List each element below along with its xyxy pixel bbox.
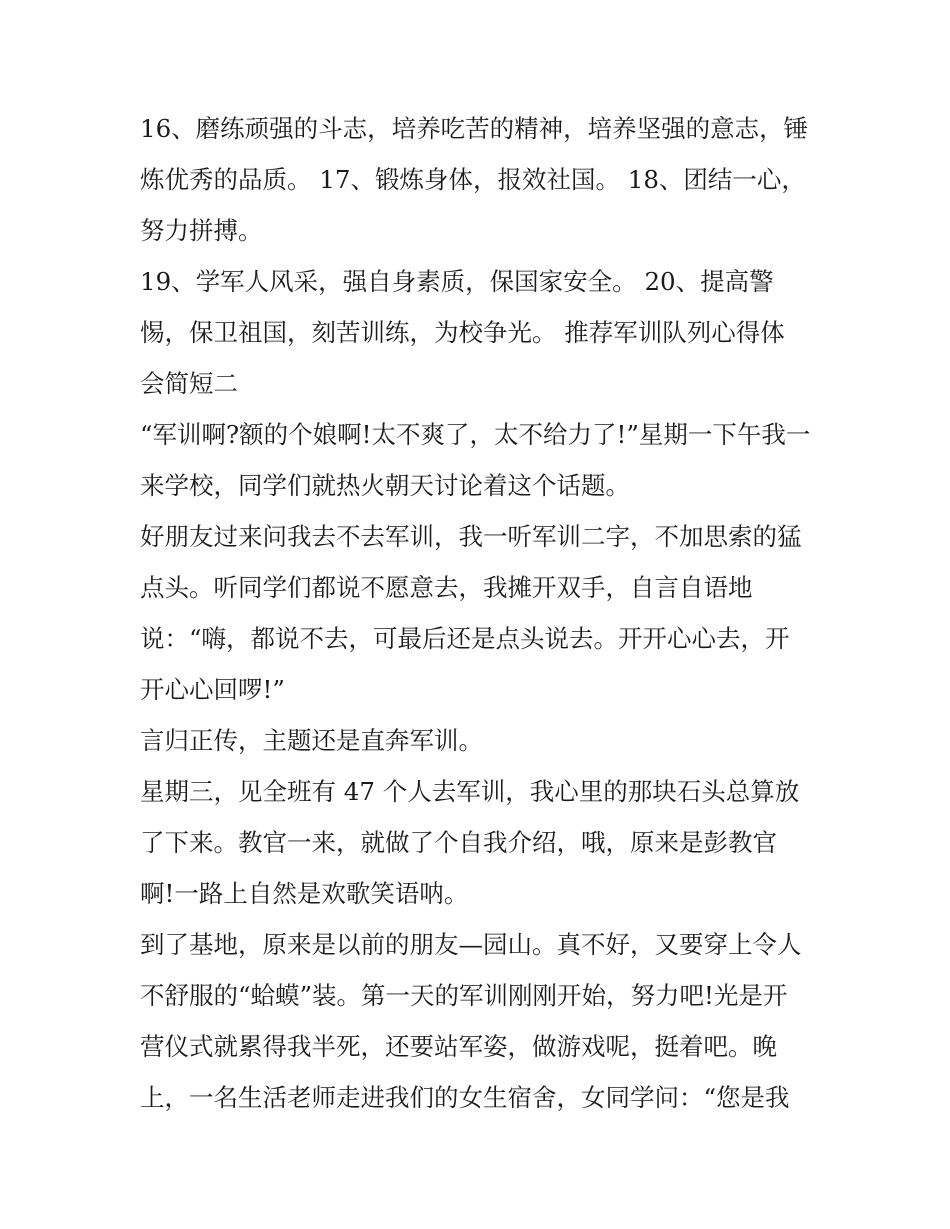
text-line: 努力拼搏。: [140, 216, 263, 245]
text-line: 19、学军人风采，强自身素质，保国家安全。 20、提高警: [140, 267, 774, 296]
text-line: 说：“嗨，都说不去，可最后还是点头说去。开开心心去，开: [140, 624, 790, 653]
text-line: 惕，保卫祖国，刻苦训练，为校争光。 推荐军训队列心得体: [140, 318, 785, 347]
text-line: 会简短二: [140, 369, 238, 398]
text-line: “军训啊?额的个娘啊!太不爽了，太不给力了!”星期一下午我一: [140, 420, 811, 449]
text-line: 上，一名生活老师走进我们的女生宿舍，女同学问：“您是我: [140, 1083, 790, 1112]
text-line: 了下来。教官一来，就做了个自我介绍，哦，原来是彭教官: [140, 828, 777, 857]
text-line: 营仪式就累得我半死，还要站军姿，做游戏呢，挺着吧。晚: [140, 1032, 777, 1061]
text-line: 点头。听同学们都说不愿意去，我摊开双手，自言自语地: [140, 573, 753, 602]
text-line: 来学校，同学们就热火朝天讨论着这个话题。: [140, 471, 630, 500]
text-line: 开心心回啰!”: [140, 675, 285, 704]
text-line: 啊!一路上自然是欢歌笑语呐。: [140, 879, 469, 908]
text-line: 言归正传，主题还是直奔军训。: [140, 726, 483, 755]
text-line: 不舒服的“蛤蟆”装。第一天的军训刚刚开始，努力吧!光是开: [140, 981, 788, 1010]
text-line: 16、磨练顽强的斗志，培养吃苦的精神，培养坚强的意志，锤: [140, 114, 809, 143]
text-line: 炼优秀的品质。 17、锻炼身体，报效社国。 18、团结一心，: [140, 165, 806, 194]
text-line: 好朋友过来问我去不去军训，我一听军训二字，不加思索的猛: [140, 522, 802, 551]
text-line: 到了基地，原来是以前的朋友—园山。真不好，又要穿上令人: [140, 930, 802, 959]
text-line: 星期三，见全班有 47 个人去军训，我心里的那块石头总算放: [140, 777, 800, 806]
